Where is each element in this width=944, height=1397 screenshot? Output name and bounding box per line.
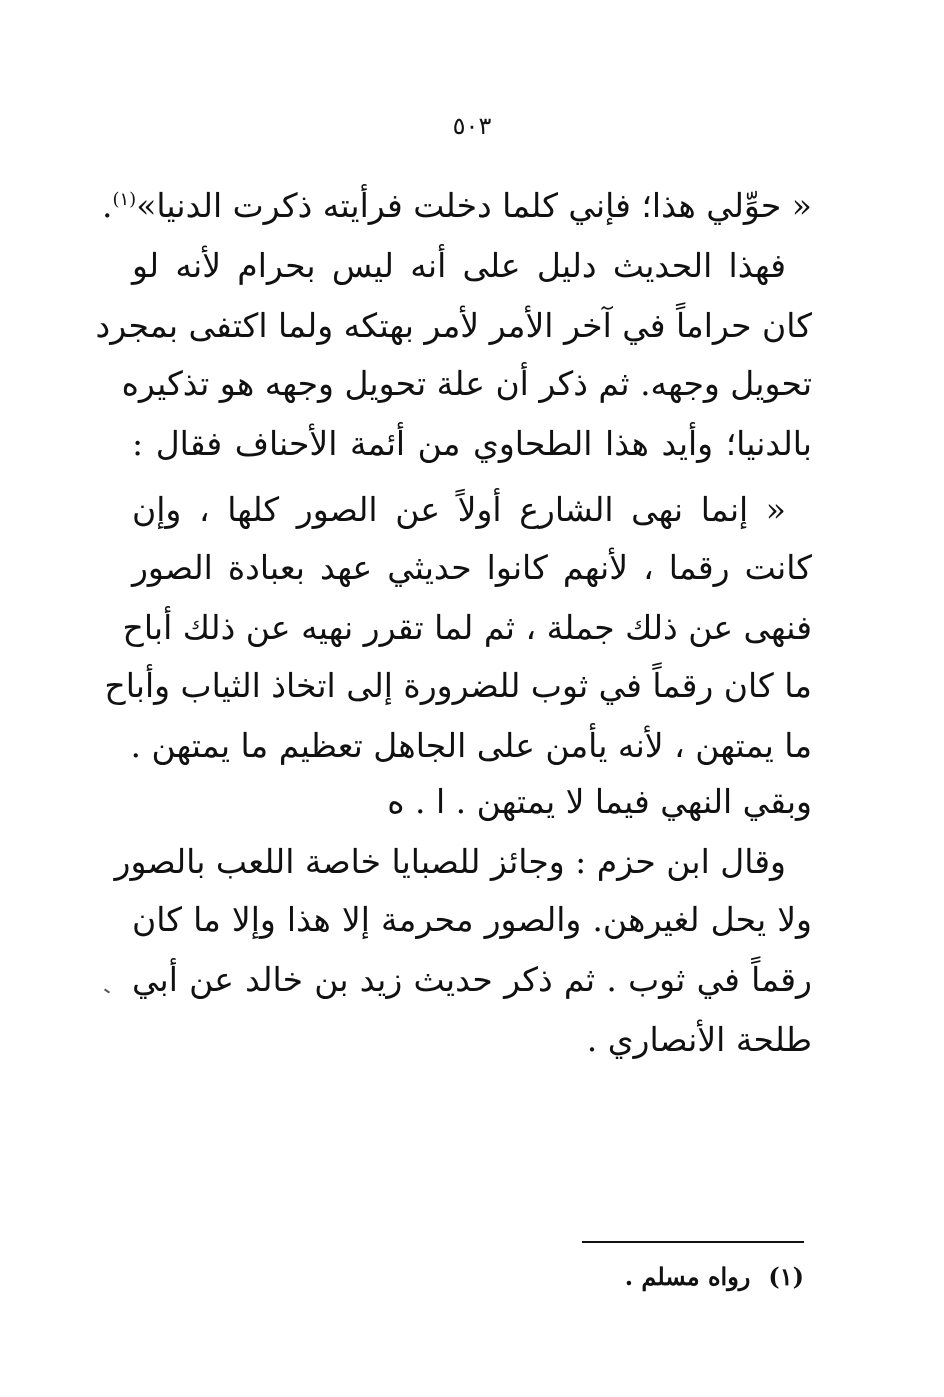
scan-speck (104, 988, 110, 993)
footnote-reference: (١) (112, 189, 137, 210)
text-line: « إنما نهى الشارع أولاً عن الصور كلها ، وإن (132, 490, 786, 529)
footnote-text: رواه مسلم . (624, 1262, 751, 1291)
text-line: بالدنيا؛ وأيد هذا الطحاوي من أئمة الأحناف فقال : (132, 424, 812, 463)
text-line: تحويل وجهه. ثم ذكر أن علة تحويل وجهه هو تذكيره (121, 364, 812, 403)
text-line: وبقي النهي فيما لا يمتهن . ا . ه (387, 782, 812, 821)
footnote-separator (582, 1241, 804, 1243)
line-text: « حوِّلي هذا؛ فإني كلما دخلت فرأيته ذكرت الدنيا» (136, 186, 812, 225)
text-line: ما كان رقماً في ثوب للضرورة إلى اتخاذ الثياب وأباح (104, 666, 812, 705)
line-end-punctuation: . (101, 186, 113, 225)
text-line: ما يمتهن ، لأنه يأمن على الجاهل تعظيم ما يمتهن . (130, 726, 812, 765)
text-line: ولا يحل لغيرهن. والصور محرمة إلا هذا وإلا ما كان (132, 900, 812, 939)
footnote (625, 1262, 804, 1291)
text-line (102, 180, 812, 226)
page-number: ٥٠٣ (452, 112, 492, 140)
text-line: كانت رقما ، لأنهم كانوا حديثي عهد بعبادة الصور (132, 548, 812, 587)
text-line: كان حراماً في آخر الأمر لأمر بهتكه ولما اكتفى بمجرد (95, 306, 812, 345)
text-line: فنهى عن ذلك جملة ، ثم لما تقرر نهيه عن ذلك أباح (122, 608, 812, 647)
text-line: فهذا الحديث دليل على أنه ليس بحرام لأنه لو (132, 246, 786, 285)
text-line: طلحة الأنصاري . (586, 1020, 812, 1059)
text-line: رقماً في ثوب . ثم ذكر حديث زيد بن خالد عن أبي (132, 960, 812, 999)
footnote-number: (١) (768, 1262, 804, 1291)
text-line: وقال ابن حزم : وجائز للصبايا خاصة اللعب بالصور (114, 842, 786, 881)
